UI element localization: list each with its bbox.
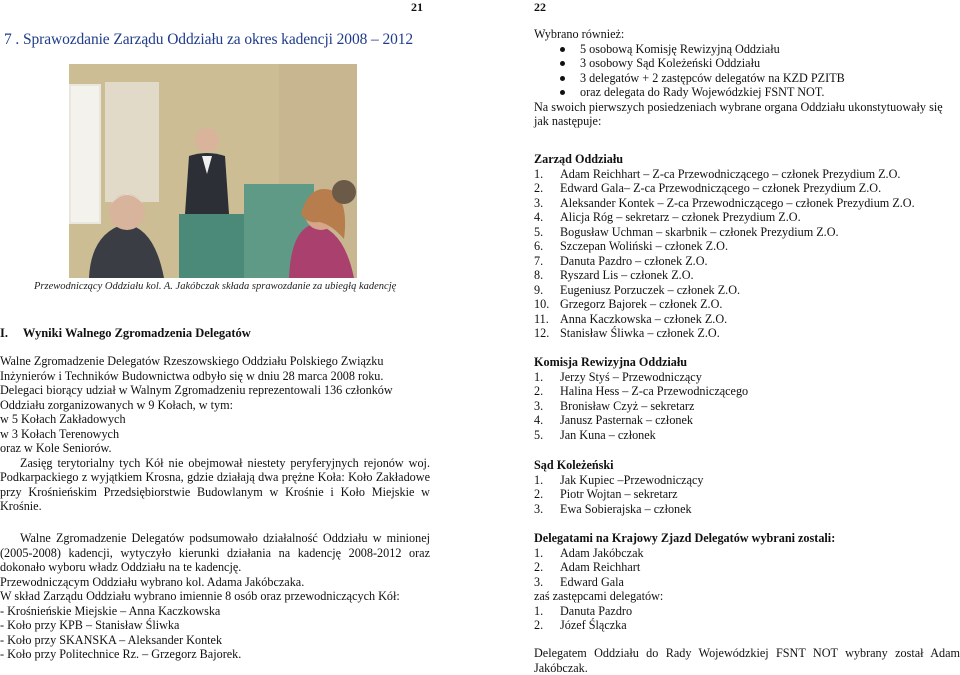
text-line: w 5 Kołach Zakładowych xyxy=(0,412,126,426)
regional-council-section xyxy=(534,646,960,675)
text-line: Walne Zgromadzenie Delegatów Rzeszowskiego Oddziału Polskiego Związku xyxy=(0,354,384,368)
delegates-list xyxy=(534,546,960,590)
list-item: 7. Danuta Pazdro – członek Z.O. xyxy=(534,253,708,268)
photo-illustration xyxy=(69,64,357,278)
list-item: 3. Ewa Sobierajska – członek xyxy=(534,501,692,516)
list-item: 3. Aleksander Kontek – Z-ca Przewodniczącego – członek Prezydium Z.O. xyxy=(534,195,915,210)
section-heading xyxy=(0,326,251,341)
chapter-title: 7 . Sprawozdanie Zarządu Oddziału za okres kadencji 2008 – 2012 xyxy=(4,31,414,48)
list-item: 4. Janusz Pasternak – członek xyxy=(534,413,694,427)
speaker-photo xyxy=(69,64,357,278)
list-item: 2. Józef Ślączka xyxy=(534,618,627,632)
left-page-number: 21 xyxy=(411,0,423,14)
elections-summary xyxy=(0,531,430,662)
section-number: I. xyxy=(0,326,8,340)
peer-court-section xyxy=(534,458,960,516)
peer-court-heading: Sąd Koleżeński xyxy=(534,458,614,472)
text-line: Przewodniczącym Oddziału wybrano kol. Adama Jakóbczaka. xyxy=(0,574,305,589)
board-section xyxy=(534,152,960,341)
regional-council-text: Delegatem Oddziału do Rady Wojewódzkiej FSNT NOT wybrany został Adam Jakóbczak. xyxy=(534,646,960,675)
list-item: 4. Alicja Róg – sekretarz – członek Prezydium Z.O. xyxy=(534,210,801,224)
list-item: 5. Bogusław Uchman – skarbnik – członek Prezydium Z.O. xyxy=(534,224,839,239)
peer-court-list xyxy=(534,473,960,517)
audit-committee-list xyxy=(534,370,960,443)
also-elected-list xyxy=(534,42,960,100)
text-line: Inżynierów i Techników Budownictwa odbyło się w dniu 28 marca 2008 roku. xyxy=(0,368,384,383)
text-line: w 3 Kołach Terenowych xyxy=(0,426,120,441)
list-item: 2. Halina Hess – Z-ca Przewodniczącego xyxy=(534,384,749,398)
right-page-number: 22 xyxy=(534,0,546,14)
list-item: 2. Edward Gala– Z-ca Przewodniczącego – członek Prezydium Z.O. xyxy=(534,181,882,195)
list-item: 3. Bronisław Czyż – sekretarz xyxy=(534,398,695,413)
also-elected-lead: Wybrano również: xyxy=(534,27,625,41)
list-item: 2. Adam Reichhart xyxy=(534,560,641,574)
list-item: 11. Anna Kaczkowska – członek Z.O. xyxy=(534,311,728,326)
audit-committee-heading: Komisja Rewizyjna Oddziału xyxy=(534,355,688,369)
delegates-section xyxy=(534,531,960,633)
photo-caption: Przewodniczący Oddziału kol. A. Jakóbczak składa sprawozdanie za ubiegłą kadencję xyxy=(34,281,397,292)
deputies-list xyxy=(534,604,960,633)
deputies-label: zaś zastępcami delegatów: xyxy=(534,589,664,603)
assembly-paragraph: Walne Zgromadzenie Delegatów podsumowało działalność Oddziału w minionej (2005-2008) kadencji, wytyczyło kierunki działania na kadencję 2008-2012 oraz dokonało wyboru władz Oddziału na te kadencję. xyxy=(0,531,430,574)
text-line: W skład Zarządu Oddziału wybrano imiennie 8 osób oraz przewodniczących Kół: xyxy=(0,589,400,603)
list-item: 2. Piotr Wojtan – sekretarz xyxy=(534,487,678,501)
list-item: 9. Eugeniusz Porzuczek – członek Z.O. xyxy=(534,282,741,297)
list-item: 8. Ryszard Lis – członek Z.O. xyxy=(534,268,694,282)
text-line: Delegaci biorący udział w Walnym Zgromadzeniu reprezentowali 136 członków xyxy=(0,383,393,397)
list-item: 10. Grzegorz Bajorek – członek Z.O. xyxy=(534,297,723,311)
list-item: oraz delegata do Rady Wojewódzkiej FSNT NOT. xyxy=(580,85,960,100)
board-heading: Zarząd Oddziału xyxy=(534,152,624,166)
board-list xyxy=(534,167,960,341)
list-item: 1. Danuta Pazdro xyxy=(534,603,633,618)
list-item: 6. Szczepan Woliński – członek Z.O. xyxy=(534,239,729,253)
text-line: - Koło przy SKANSKA – Aleksander Kontek xyxy=(0,632,223,647)
audit-committee-section xyxy=(534,355,960,442)
list-item: 3 osobowy Sąd Koleżeński Oddziału xyxy=(580,56,960,71)
section-title: Wyniki Walnego Zgromadzenia Delegatów xyxy=(22,326,251,340)
text-line: oraz w Kole Seniorów. xyxy=(0,441,112,455)
list-item: 1. Jerzy Styś – Przewodniczący xyxy=(534,369,702,384)
list-item: 1. Jak Kupiec –Przewodniczący xyxy=(534,472,704,487)
territorial-scope-paragraph: Zasięg terytorialny tych Kół nie obejmował niestety peryferyjnych rejonów woj. Podkarpackiego z wyjątkiem Krosna, gdzie działają dwa prężne Koła: Koło Zakładowe przy Krośnieńskim Przedsiębiorstwie Budowlanym w Krośnie i Koło Miejskie w Krośnie. xyxy=(0,455,430,513)
list-item: 1. Adam Reichhart – Z-ca Przewodniczącego – członek Prezydium Z.O. xyxy=(534,166,901,181)
text-line: Oddziału zorganizowanych w 9 Kołach, w tym: xyxy=(0,397,233,412)
list-item: 12. Stanisław Śliwka – członek Z.O. xyxy=(534,326,720,340)
right-page xyxy=(534,0,960,673)
delegates-heading: Delegatami na Krajowy Zjazd Delegatów wybrani zostali: xyxy=(534,531,836,545)
meeting-summary xyxy=(0,354,430,514)
text-line: - Koło przy Politechnice Rz. – Grzegorz Bajorek. xyxy=(0,647,242,661)
text-line: - Krośnieńskie Miejskie – Anna Kaczkowska xyxy=(0,603,221,618)
list-item: 5 osobową Komisję Rewizyjną Oddziału xyxy=(580,42,960,57)
list-item: 3 delegatów + 2 zastępców delegatów na KZD PZITB xyxy=(580,71,960,86)
also-elected xyxy=(534,27,960,129)
list-item: 3. Edward Gala xyxy=(534,574,624,589)
constitution-note: Na swoich pierwszych posiedzeniach wybrane organa Oddziału ukonstytuowały się jak następuje: xyxy=(534,99,943,128)
text-line: - Koło przy KPB – Stanisław Śliwka xyxy=(0,618,180,632)
list-item: 5. Jan Kuna – członek xyxy=(534,427,656,442)
left-page xyxy=(0,0,440,673)
list-item: 1. Adam Jakóbczak xyxy=(534,545,644,560)
